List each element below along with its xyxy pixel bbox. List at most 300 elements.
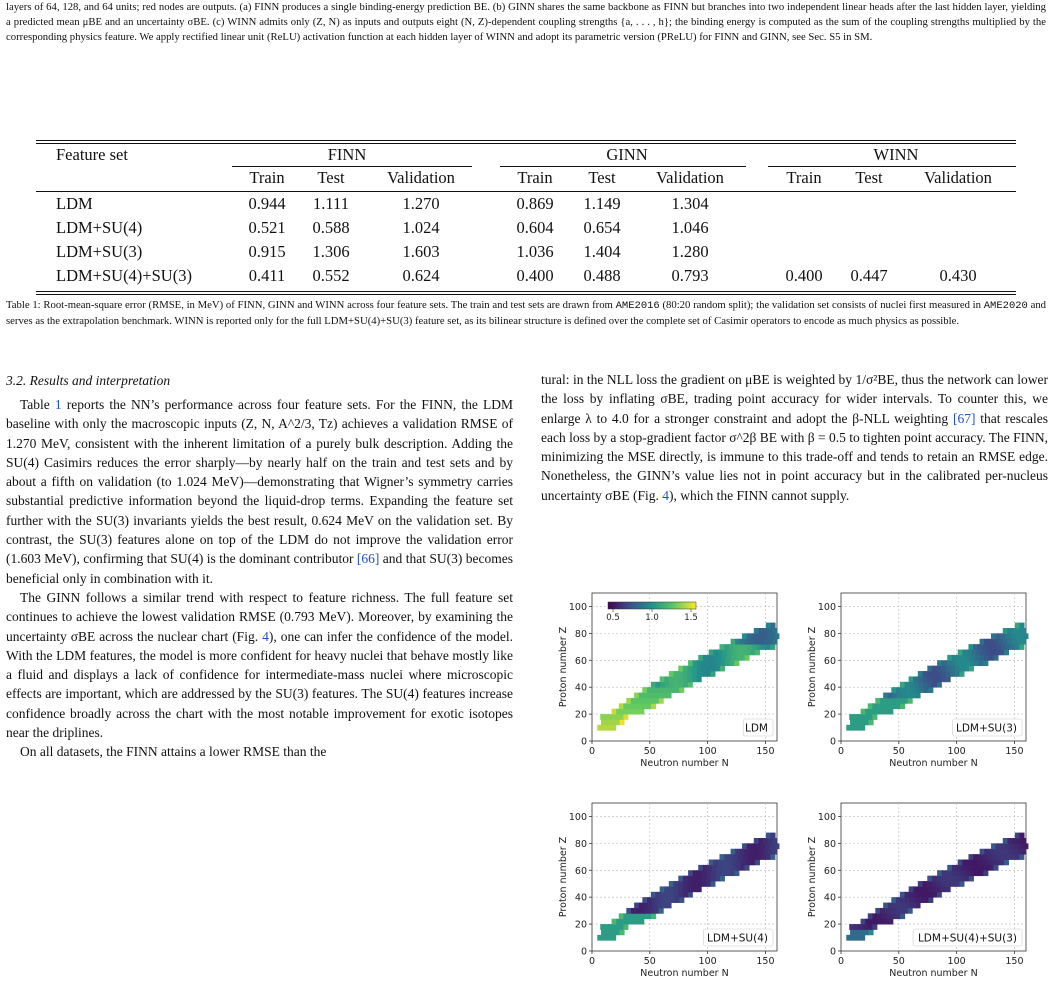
heatmap-cell	[891, 897, 896, 903]
ginn-validation-header: Validation	[656, 168, 724, 187]
heatmap-cell	[633, 703, 638, 709]
heatmap-cell	[697, 676, 702, 682]
heatmap-panel	[807, 803, 1028, 979]
heatmap-cell	[960, 666, 965, 672]
heatmap-cell	[687, 886, 692, 892]
heatmap-cell	[1015, 644, 1020, 650]
heatmap-cell	[678, 676, 683, 682]
heatmap-cell	[768, 838, 773, 844]
heatmap-cell	[922, 881, 927, 887]
heatmap-cell	[984, 639, 989, 645]
heatmap-cell	[683, 671, 688, 677]
heatmap-cell	[626, 698, 631, 704]
heatmap-cell	[976, 860, 981, 866]
heatmap-panel	[807, 593, 1028, 769]
heatmap-cell	[965, 870, 970, 876]
heatmap-cell	[721, 655, 726, 661]
heatmap-cell	[937, 682, 942, 688]
heatmap-cell	[928, 682, 933, 688]
heatmap-cell	[908, 698, 913, 704]
heatmap-cell	[993, 849, 998, 855]
figure-ref-link[interactable]: 4	[262, 628, 269, 644]
heatmap-cell	[956, 865, 961, 871]
heatmap-cell	[647, 703, 652, 709]
heatmap-cell	[868, 913, 873, 919]
heatmap-cell	[669, 886, 674, 892]
heatmap-cell	[669, 881, 674, 887]
y-axis-label: Proton number Z	[807, 836, 818, 918]
heatmap-cell	[772, 628, 777, 634]
table-mid-rule	[36, 191, 1016, 192]
heatmap-cell	[636, 908, 641, 914]
winn-test-header: Test	[855, 168, 883, 187]
heatmap-cell	[670, 687, 675, 693]
heatmap-cell	[674, 892, 679, 898]
heatmap-cell	[623, 714, 628, 720]
heatmap-cell	[761, 633, 766, 639]
heatmap-cell	[633, 913, 638, 919]
heatmap-cell	[900, 913, 905, 919]
heatmap-cell	[610, 719, 615, 725]
heatmap-cell	[1012, 849, 1017, 855]
heatmap-cell	[688, 682, 693, 688]
heatmap-cell	[900, 892, 905, 898]
heatmap-cell	[1003, 639, 1008, 645]
heatmap-cell	[717, 655, 722, 661]
heatmap-cell	[706, 666, 711, 672]
heatmap-cell	[667, 903, 672, 909]
heatmap-cell	[678, 881, 683, 887]
table-header-feature: Feature set	[56, 145, 128, 164]
heatmap-cell	[932, 892, 937, 898]
heatmap-cell	[946, 666, 951, 672]
heatmap-cell	[868, 924, 873, 930]
heatmap-cell	[974, 870, 979, 876]
heatmap-cell	[936, 881, 941, 887]
heatmap-cell	[758, 838, 763, 844]
heatmap-cell	[976, 650, 981, 656]
heatmap-cell	[634, 693, 639, 699]
heatmap-cell	[651, 682, 656, 688]
heatmap-cell	[865, 709, 870, 715]
heatmap-cell	[884, 709, 889, 715]
heatmap-cell	[865, 919, 870, 925]
heatmap-cell	[723, 650, 728, 656]
x-tick-label: 0	[588, 956, 596, 967]
heatmap-cell	[1021, 838, 1026, 844]
heatmap-cell	[1019, 833, 1024, 839]
heatmap-cell	[999, 650, 1004, 656]
heatmap-cell	[706, 876, 711, 882]
heatmap-cell	[975, 865, 980, 871]
table-ref-link[interactable]: 1	[54, 397, 62, 412]
heatmap-cell	[1021, 849, 1026, 855]
panel-label: LDM+SU(4)+SU(3)	[917, 932, 1017, 945]
heatmap-cell	[600, 924, 605, 930]
y-tick-label: 60	[823, 655, 836, 667]
heatmap-cell	[763, 838, 768, 844]
heatmap-cell	[667, 693, 672, 699]
heatmap-cell	[978, 854, 983, 860]
heatmap-cell	[913, 676, 918, 682]
heatmap-cell	[941, 876, 946, 882]
heatmap-cell	[859, 929, 864, 935]
heatmap-cell	[927, 881, 932, 887]
heatmap-cell	[967, 650, 972, 656]
heatmap-cell	[854, 924, 859, 930]
heatmap-cell	[869, 929, 874, 935]
heatmap-cell	[1012, 639, 1017, 645]
heatmap-cell	[763, 628, 768, 634]
x-tick-label: 50	[643, 746, 656, 757]
heatmap-cell	[858, 714, 863, 720]
heatmap-cell	[660, 682, 665, 688]
heatmap-cell	[607, 725, 612, 731]
heatmap-cell	[854, 714, 859, 720]
heatmap-cell	[846, 935, 851, 941]
winn-train-header: Train	[786, 168, 822, 187]
heatmap-cell	[664, 886, 669, 892]
heatmap-cell	[868, 714, 873, 720]
heatmap-cell	[709, 650, 714, 656]
y-axis-label: Proton number Z	[558, 836, 569, 918]
heatmap-cell	[647, 897, 652, 903]
heatmap-cell	[979, 870, 984, 876]
heatmap-cell	[754, 639, 759, 645]
heatmap-cell	[732, 860, 737, 866]
y-tick-label: 40	[574, 892, 587, 904]
y-tick-label: 100	[568, 601, 587, 613]
heatmap-cell	[918, 676, 923, 682]
heatmap-cell	[616, 709, 621, 715]
table-cell: 0.915	[248, 242, 286, 261]
x-tick-label: 150	[756, 746, 775, 757]
heatmap-cell	[885, 698, 890, 704]
heatmap-cell	[674, 676, 679, 682]
heatmap-cell	[731, 639, 736, 645]
heatmap-cell	[956, 870, 961, 876]
heatmap-cell	[906, 693, 911, 699]
heatmap-cell	[749, 639, 754, 645]
heatmap-cell	[894, 698, 899, 704]
heatmap-cell	[742, 843, 747, 849]
heatmap-cell	[692, 876, 697, 882]
heatmap-cell	[883, 693, 888, 699]
y-tick-label: 0	[829, 736, 836, 748]
heatmap-cell	[763, 849, 768, 855]
heatmap-cell	[941, 881, 946, 887]
heatmap-cell	[742, 633, 747, 639]
finn-train-header: Train	[249, 168, 285, 187]
y-tick-label: 60	[574, 655, 587, 667]
heatmap-cell	[706, 881, 711, 887]
heatmap-cell	[1001, 644, 1006, 650]
heatmap-cell	[645, 908, 650, 914]
heatmap-cell	[692, 676, 697, 682]
heatmap-cell	[919, 897, 924, 903]
heatmap-cell	[941, 886, 946, 892]
heatmap-cell	[966, 865, 971, 871]
x-tick-label: 150	[756, 956, 775, 967]
heatmap-cell	[892, 903, 897, 909]
heatmap-cell	[1005, 854, 1010, 860]
heatmap-cell	[889, 698, 894, 704]
heatmap-cell	[967, 860, 972, 866]
heatmap-cell	[987, 854, 992, 860]
heatmap-cell	[904, 892, 909, 898]
heatmap-cell	[710, 881, 715, 887]
y-tick-label: 20	[574, 919, 587, 931]
heatmap-cell	[980, 865, 985, 871]
heatmap-cell	[1007, 628, 1012, 634]
heatmap-cell	[727, 860, 732, 866]
panel-label: LDM+SU(3)	[955, 722, 1017, 735]
heatmap-cell	[768, 849, 773, 855]
heatmap-cell	[744, 849, 749, 855]
heatmap-cell	[875, 698, 880, 704]
colorbar	[608, 602, 696, 609]
heatmap-cell	[701, 671, 706, 677]
y-tick-label: 60	[574, 865, 587, 877]
heatmap-cell	[923, 676, 928, 682]
heatmap-cell	[660, 886, 665, 892]
heatmap-cell	[623, 703, 628, 709]
figure-ref-link[interactable]: 4	[662, 487, 670, 503]
y-tick-label: 0	[580, 736, 587, 748]
y-tick-label: 100	[568, 811, 587, 823]
table-cell: 1.024	[402, 218, 440, 237]
heatmap-cell	[1005, 843, 1010, 849]
table-cell: 1.036	[516, 242, 554, 261]
heatmap-cell	[733, 644, 738, 650]
heatmap-cell	[720, 666, 725, 672]
ginn-train-header: Train	[517, 168, 553, 187]
heatmap-cell	[891, 913, 896, 919]
heatmap-cell	[984, 865, 989, 871]
heatmap-cell	[886, 703, 891, 709]
heatmap-cell	[683, 666, 688, 672]
heatmap-panel	[558, 593, 779, 769]
heatmap-cell	[960, 660, 965, 666]
heatmap-cell	[692, 881, 697, 887]
heatmap-cell	[870, 919, 875, 925]
heatmap-cell	[766, 833, 771, 839]
heatmap-cell	[1000, 633, 1005, 639]
heatmap-cell	[968, 644, 973, 650]
citation-link[interactable]: [66]	[356, 551, 380, 567]
heatmap-cell	[614, 714, 619, 720]
heatmap-cell	[937, 876, 942, 882]
heatmap-cell	[601, 929, 606, 935]
heatmap-cell	[606, 719, 611, 725]
y-tick-label: 0	[829, 946, 836, 958]
heatmap-cell	[719, 644, 724, 650]
heatmap-cell	[619, 924, 624, 930]
heatmap-cell	[969, 870, 974, 876]
heatmap-cell	[951, 870, 956, 876]
table-row-feature: LDM	[56, 194, 93, 213]
heatmap-cell	[990, 650, 995, 656]
heatmap-cell	[683, 892, 688, 898]
heatmap-cell	[883, 903, 888, 909]
heatmap-cell	[932, 666, 937, 672]
heatmap-cell	[647, 913, 652, 919]
table-cell: 0.400	[785, 266, 823, 285]
heatmap-cell	[645, 698, 650, 704]
heatmap-cell	[1000, 843, 1005, 849]
heatmap-cell	[743, 854, 748, 860]
heatmap-cell	[606, 929, 611, 935]
heatmap-cell	[648, 903, 653, 909]
heatmap-cell	[688, 892, 693, 898]
heatmap-cell	[669, 676, 674, 682]
heatmap-cell	[726, 655, 731, 661]
heatmap-cell	[719, 854, 724, 860]
heatmap-cell	[756, 633, 761, 639]
heatmap-cell	[980, 639, 985, 645]
heatmap-cell	[1004, 650, 1009, 656]
heatmap-cell	[649, 908, 654, 914]
heatmap-cell	[600, 714, 605, 720]
heatmap-cell	[619, 703, 624, 709]
heatmap-cell	[928, 892, 933, 898]
heatmap-cell	[860, 725, 865, 731]
citation-link[interactable]: [67]	[952, 410, 976, 426]
heatmap-cell	[770, 843, 775, 849]
heatmap-cell	[858, 924, 863, 930]
heatmap-cell	[621, 919, 626, 925]
heatmap-cell	[718, 650, 723, 656]
heatmap-cell	[747, 843, 752, 849]
heatmap-cell	[1005, 633, 1010, 639]
heatmap-cell	[697, 671, 702, 677]
heatmap-cell	[947, 655, 952, 661]
heatmap-cell	[1010, 843, 1015, 849]
heatmap-cell	[765, 633, 770, 639]
heatmap-cell	[927, 876, 932, 882]
heatmap-cell	[972, 650, 977, 656]
heatmap-cell	[962, 650, 967, 656]
table-cell: 1.280	[671, 242, 709, 261]
heatmap-cell	[891, 703, 896, 709]
heatmap-cell	[639, 919, 644, 925]
heatmap-cell	[761, 843, 766, 849]
heatmap-cell	[888, 919, 893, 925]
heatmap-cell	[642, 913, 647, 919]
heatmap-cell	[631, 698, 636, 704]
heatmap-cell	[765, 843, 770, 849]
heatmap-cell	[891, 687, 896, 693]
heatmap-cell	[1004, 860, 1009, 866]
heatmap-cell	[879, 709, 884, 715]
table-cell: 1.270	[402, 194, 440, 213]
table-cell: 1.111	[313, 194, 349, 213]
heatmap-cell	[657, 903, 662, 909]
heatmap-cell	[993, 865, 998, 871]
heatmap-cell	[937, 892, 942, 898]
heatmap-cell	[860, 935, 865, 941]
heatmap-cell	[879, 919, 884, 925]
heatmap-cell	[923, 682, 928, 688]
x-axis-label: Neutron number N	[889, 968, 978, 979]
heatmap-cell	[856, 725, 861, 731]
heatmap-cell	[747, 633, 752, 639]
heatmap-cell	[701, 876, 706, 882]
table-group-winn: WINN	[873, 145, 919, 164]
heatmap-cell	[660, 892, 665, 898]
heatmap-cell	[619, 714, 624, 720]
heatmap-cell	[896, 897, 901, 903]
heatmap-cell	[625, 919, 630, 925]
heatmap-cell	[754, 849, 759, 855]
table-cell: 0.869	[516, 194, 554, 213]
heatmap-cell	[665, 682, 670, 688]
heatmap-cell	[609, 714, 614, 720]
heatmap-cell	[851, 725, 856, 731]
heatmap-cell	[770, 854, 775, 860]
heatmap-cell	[1014, 843, 1019, 849]
ginn-group-rule	[500, 166, 746, 167]
heatmap-cell	[697, 666, 702, 672]
heatmap-cell	[1007, 639, 1012, 645]
x-tick-label: 100	[947, 956, 966, 967]
heatmap-cell	[955, 671, 960, 677]
heatmap-cell	[875, 908, 880, 914]
finn-test-header: Test	[317, 168, 345, 187]
heatmap-cell	[955, 881, 960, 887]
y-axis-label: Proton number Z	[807, 626, 818, 708]
heatmap-cell	[1019, 843, 1024, 849]
heatmap-cell	[942, 660, 947, 666]
table-cell: 1.603	[402, 242, 440, 261]
heatmap-cell	[688, 660, 693, 666]
heatmap-cell	[687, 881, 692, 887]
heatmap-cell	[649, 698, 654, 704]
heatmap-cell	[1007, 849, 1012, 855]
heatmap-cell	[998, 849, 1003, 855]
heatmap-cell	[730, 660, 735, 666]
heatmap-cell	[735, 865, 740, 871]
heatmap-cell	[911, 693, 916, 699]
heatmap-cell	[615, 719, 620, 725]
heatmap-cell	[755, 860, 760, 866]
section-heading: 3.2. Results and interpretation	[6, 373, 171, 388]
y-tick-label: 40	[823, 682, 836, 694]
heatmap-cell	[1003, 628, 1008, 634]
table-bottom-rule-2	[36, 294, 1016, 295]
heatmap-cell	[772, 639, 777, 645]
heatmap-cell	[620, 929, 625, 935]
heatmap-cell	[927, 676, 932, 682]
heatmap-cell	[707, 865, 712, 871]
heatmap-cell	[601, 719, 606, 725]
heatmap-cell	[991, 843, 996, 849]
heatmap-cell	[678, 886, 683, 892]
x-tick-label: 0	[837, 956, 845, 967]
heatmap-cell	[750, 650, 755, 656]
heatmap-cell	[989, 849, 994, 855]
heatmap-cell	[946, 660, 951, 666]
heatmap-cell	[1015, 623, 1020, 629]
heatmap-cell	[851, 935, 856, 941]
y-tick-label: 20	[823, 709, 836, 721]
heatmap-cell	[996, 854, 1001, 860]
table-cell: 0.552	[312, 266, 350, 285]
heatmap-cell	[889, 908, 894, 914]
heatmap-cell	[628, 913, 633, 919]
heatmap-cell	[725, 660, 730, 666]
heatmap-cell	[1010, 644, 1015, 650]
